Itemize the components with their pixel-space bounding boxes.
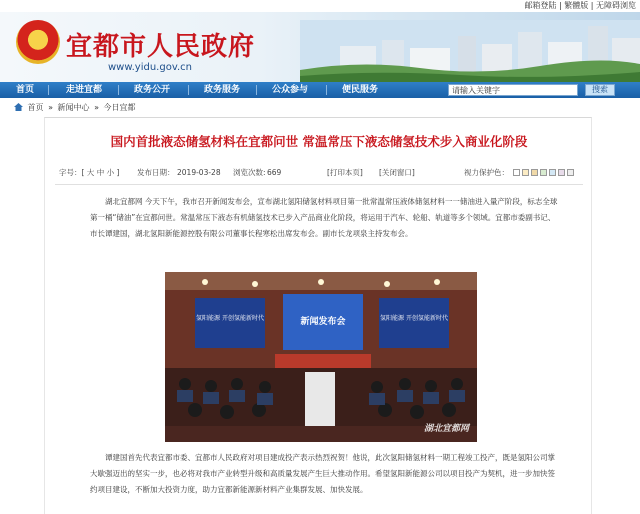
eye-protection-label: 视力保护色： xyxy=(464,168,509,177)
site-title[interactable]: 宜都市人民政府 xyxy=(66,32,256,62)
breadcrumb xyxy=(14,102,138,114)
city-skyline-image xyxy=(300,20,640,82)
article-paragraph-1: 湖北宜都网 今天下午，我市召开新闻发布会，宣布湖北氢阳储氢材料项目第一批常温常压液体储氢材料一一储油进入量产阶段，标志全球第一桶“储油”在宜都问世。常温常压下液态有机储氢技术已步入产品商业化阶段，将运用于汽车、轮船、轨道等多个领域。宜都市委副书记、市长谭建国，湖北氢阳新能源控股有限公司董事长程寒松出席发布会。副市长龙项泉主持发布会。 xyxy=(90,197,558,238)
press-conference-photo xyxy=(165,272,477,442)
breadcrumb-today-yidu[interactable]: 今日宜都 xyxy=(103,103,136,112)
publish-date-label: 发布日期： xyxy=(137,168,175,177)
search-button[interactable]: 搜索 xyxy=(585,84,615,96)
nav-home[interactable]: 首页 xyxy=(16,85,35,95)
breadcrumb-separator: » xyxy=(48,103,53,112)
eye-color-swatch[interactable] xyxy=(522,169,529,176)
meta-divider xyxy=(55,184,583,185)
views-count: 669 xyxy=(267,168,282,177)
nav-convenience-services[interactable]: 便民服务 xyxy=(342,85,379,95)
left-screen-text: 氢阳能源 开创氢能新时代 xyxy=(196,315,264,322)
article-meta xyxy=(59,166,579,180)
article-title: 国内首批液态储氢材料在宜都问世 常温常压下液态储氢技术步入商业化阶段 xyxy=(110,134,528,149)
main-nav xyxy=(0,82,640,98)
national-emblem-icon xyxy=(16,20,60,64)
eye-color-swatch[interactable] xyxy=(549,169,556,176)
breadcrumb-home[interactable]: 首页 xyxy=(27,103,44,112)
font-size-selector[interactable]: 字号：[ 大 中 小 ] xyxy=(59,168,120,177)
search-input[interactable] xyxy=(448,84,578,96)
nav-divider xyxy=(326,85,327,95)
eye-color-swatch[interactable] xyxy=(567,169,574,176)
nav-about-yidu[interactable]: 走进宜都 xyxy=(66,85,103,95)
watermark-logo: 湖北宜都网 xyxy=(423,424,469,434)
traditional-chinese-link[interactable]: 繁體版 xyxy=(564,1,589,10)
nav-divider xyxy=(118,85,119,95)
nav-divider xyxy=(48,85,49,95)
breadcrumb-separator: » xyxy=(94,103,99,112)
home-icon xyxy=(14,103,23,111)
press-conference-illustration xyxy=(165,272,477,442)
close-window-button[interactable]: [关闭窗口] xyxy=(379,168,415,177)
nav-public-participation[interactable]: 公众参与 xyxy=(272,85,309,95)
eye-color-swatch[interactable] xyxy=(531,169,538,176)
publish-date: 2019-03-28 xyxy=(177,168,221,177)
eye-color-swatch[interactable] xyxy=(540,169,547,176)
site-banner xyxy=(0,12,640,82)
top-links: 邮箱登陆 | 繁體版 | 无障碍浏览 xyxy=(524,1,636,10)
nav-divider xyxy=(256,85,257,95)
article-container xyxy=(44,117,592,514)
mail-login-link[interactable]: 邮箱登陆 xyxy=(524,1,557,10)
right-screen-text: 氢阳能源 开创氢能新时代 xyxy=(380,315,448,322)
nav-gov-services[interactable]: 政务服务 xyxy=(204,85,241,95)
accessibility-link[interactable]: 无障碍浏览 xyxy=(596,1,636,10)
views-label: 浏览次数: xyxy=(233,168,266,177)
eye-color-swatch[interactable] xyxy=(558,169,565,176)
nav-gov-affairs-open[interactable]: 政务公开 xyxy=(134,85,171,95)
center-screen-text: 新闻发布会 xyxy=(300,317,346,327)
nav-divider xyxy=(188,85,189,95)
eye-color-swatch[interactable] xyxy=(513,169,520,176)
article-paragraph-2: 谭建国首先代表宜都市委、宜都市人民政府对项目建成投产表示热烈祝贺！他说，此次氢阳储氢材料一期工程竣工投产，既是氢阳公司掌大歇强迈出的坚实一步，也必将对我市产业转型升级和高质量发展产生巨大推动作用。希望氢阳新能源公司以项目投产为契机，进一步加快签约项目建设，不断加大投资力度，助力宜都新能源新材料产业集群发展、加快发展。 xyxy=(90,453,555,494)
print-button[interactable]: [打印本页] xyxy=(327,168,363,177)
breadcrumb-news-center[interactable]: 新闻中心 xyxy=(57,103,90,112)
site-url: www.yidu.gov.cn xyxy=(108,62,192,73)
